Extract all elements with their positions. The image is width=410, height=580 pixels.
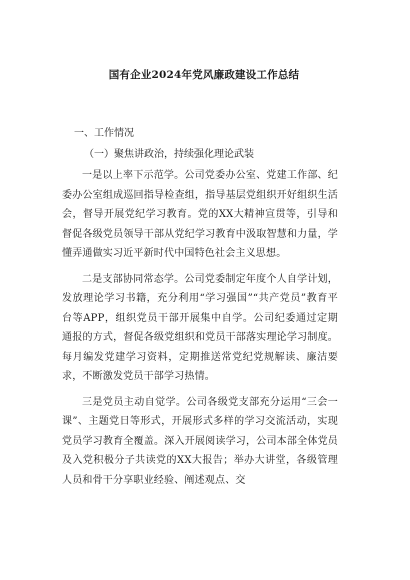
document-title: 国有企业2024年党风廉政建设工作总结 bbox=[108, 69, 300, 81]
section-heading: 一、工作情况 bbox=[74, 128, 134, 139]
paragraph-2: 二是支部协同常态学。公司党委制定年度个人自学计划，发放理论学习书籍，充分利用“学习强国”“共产党员”教育平台等APP，组织党员干部开展集中自学。公司纪委通过定期通报的方式，督促各级党组织和党员干部落实理论学习制度。每月编发党建学习资料，定期推送常党纪党规解读、廉洁要求，不断激发党员干部学习热情。 bbox=[62, 273, 338, 382]
paragraph-1: 一是以上率下示范学。公司党委办公室、党建工作部、纪委办公室组成巡回指导检查组，指导基层党组织开好组织生活会，督导开展党纪学习教育。党的XX大精神宣贯等，引导和督促各级党员领导干部从党纪学习教育中汲取智慧和力量，学懂弄通做实习近平新时代中国特色社会主义思想。 bbox=[62, 170, 338, 259]
subsection-heading: （一）聚焦讲政治，持续强化理论武装 bbox=[84, 149, 254, 160]
paragraph-3: 三是党员主动自觉学。公司各级党支部充分运用“三会一课”、主题党日等形式，开展形式多样的学习交流活动，实现党员学习教育全覆盖。深入开展阅读学习，公司本部全体党员及入党积极分子共读党的XX大报告；举办大讲堂，各级管理人员和骨干分享职业经验、阐述观点、交 bbox=[62, 396, 338, 486]
